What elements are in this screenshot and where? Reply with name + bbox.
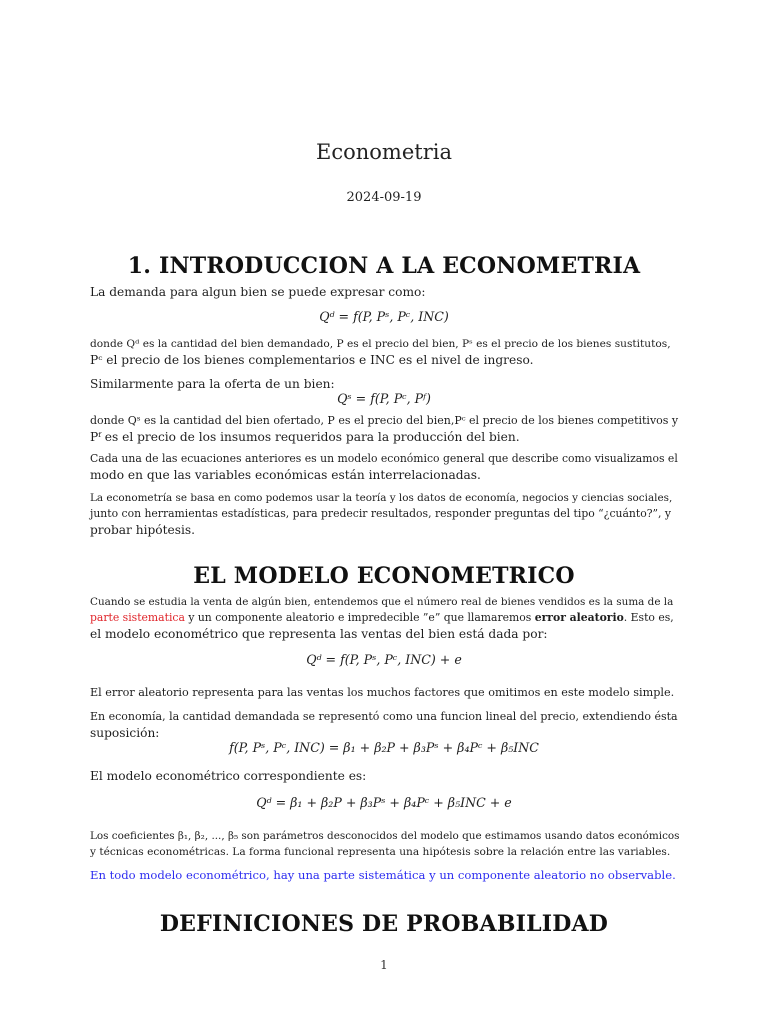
paragraph-modelo-general-line2: modo en que las variables económicas están interrelacionadas. bbox=[90, 468, 481, 482]
equation-modelo-econometrico bbox=[0, 795, 768, 810]
paragraph-venta-line2-text-b: . Esto es, bbox=[623, 611, 674, 624]
paragraph-venta-line1: Cuando se estudia la venta de algún bien, entendemos que el número real de bienes vendidos es la suma de la bbox=[90, 596, 674, 608]
parte-sistematica-highlight: parte sistematica bbox=[90, 611, 185, 624]
section-heading-definiciones-probabilidad: DEFINICIONES DE PROBABILIDAD bbox=[159, 911, 609, 937]
equation-funcion-lineal-text: f(P, Pˢ, Pᶜ, INC) = β₁ + β₂P + β₃Pˢ + β₄Pᶜ + β₅INC bbox=[229, 740, 539, 755]
equation-demanda bbox=[0, 309, 768, 324]
equation-funcion-lineal bbox=[0, 740, 768, 755]
paragraph-funcion-lineal-line2: suposición: bbox=[90, 726, 160, 740]
document-title: Econometria bbox=[316, 140, 452, 164]
paragraph-venta-line3: el modelo econométrico que representa las ventas del bien está dada por: bbox=[90, 627, 548, 641]
paragraph-error-aleatorio: El error aleatorio representa para las ventas los muchos factores que omitimos en este modelo simple. bbox=[90, 686, 675, 699]
paragraph-demanda-def-line1: donde Qᵈ es la cantidad del bien demandado, P es el precio del bien, Pˢ es el precio de los bienes sustitutos, bbox=[90, 338, 671, 350]
equation-oferta bbox=[0, 391, 768, 406]
equation-oferta-text: Qˢ = f(P, Pᶜ, Pᶠ) bbox=[337, 391, 431, 406]
paragraph-oferta-intro: Similarmente para la oferta de un bien: bbox=[90, 377, 335, 391]
error-aleatorio-bold: error aleatorio bbox=[534, 611, 624, 624]
section-heading-introduccion: 1. INTRODUCCION A LA ECONOMETRIA bbox=[127, 253, 641, 279]
equation-modelo-econometrico-text: Qᵈ = β₁ + β₂P + β₃Pˢ + β₄Pᶜ + β₅INC + e bbox=[256, 795, 512, 810]
paragraph-econometria-line3: probar hipótesis. bbox=[90, 523, 196, 537]
paragraph-demanda-def-line2: Pᶜ el precio de los bienes complementarios e INC es el nivel de ingreso. bbox=[90, 353, 534, 367]
equation-demanda-text: Qᵈ = f(P, Pˢ, Pᶜ, INC) bbox=[319, 309, 449, 324]
paragraph-coeficientes-line1: Los coeficientes β₁, β₂, ..., β₅ son parámetros desconocidos del modelo que estimamos usando datos económicos bbox=[90, 830, 680, 842]
paragraph-venta-line2 bbox=[90, 610, 680, 626]
paragraph-modelo-general-line1: Cada una de las ecuaciones anteriores es un modelo económico general que describe como visualizamos el bbox=[90, 452, 678, 465]
paragraph-funcion-lineal-line1: En economía, la cantidad demandada se representó como una funcion lineal del precio, extendiendo ésta bbox=[90, 710, 678, 723]
section-heading-modelo-econometrico: EL MODELO ECONOMETRICO bbox=[193, 563, 575, 589]
paragraph-econometria-line2: junto con herramientas estadísticas, para predecir resultados, responder preguntas del tipo “¿cuánto?”, y bbox=[90, 507, 671, 520]
paragraph-modelo-correspondiente: El modelo econométrico correspondiente es: bbox=[90, 769, 367, 783]
paragraph-oferta-def-line1: donde Qˢ es la cantidad del bien ofertado, P es el precio del bien,Pᶜ el precio de los bienes competitivos y bbox=[90, 414, 679, 427]
paragraph-venta-line2-text-a: y un componente aleatorio e impredecible ”e” que llamaremos bbox=[184, 611, 535, 624]
paragraph-oferta-def-line2: Pᶠ es el precio de los insumos requeridos para la producción del bien. bbox=[90, 430, 520, 444]
paragraph-nota-destacada: En todo modelo econométrico, hay una parte sistemática y un componente aleatorio no observable. bbox=[90, 868, 676, 882]
paragraph-coeficientes-line2: y técnicas econométricas. La forma funcional representa una hipótesis sobre la relación entre las variables. bbox=[90, 846, 671, 858]
paragraph-econometria-line1: La econometría se basa en como podemos usar la teoría y los datos de economía, negocios y ciencias sociales, bbox=[90, 492, 673, 504]
document-date: 2024-09-19 bbox=[346, 190, 422, 205]
paragraph-demanda-intro: La demanda para algun bien se puede expresar como: bbox=[90, 285, 426, 299]
page-number: 1 bbox=[380, 958, 388, 972]
equation-modelo-error bbox=[0, 652, 768, 667]
equation-modelo-error-text: Qᵈ = f(P, Pˢ, Pᶜ, INC) + e bbox=[306, 652, 462, 667]
